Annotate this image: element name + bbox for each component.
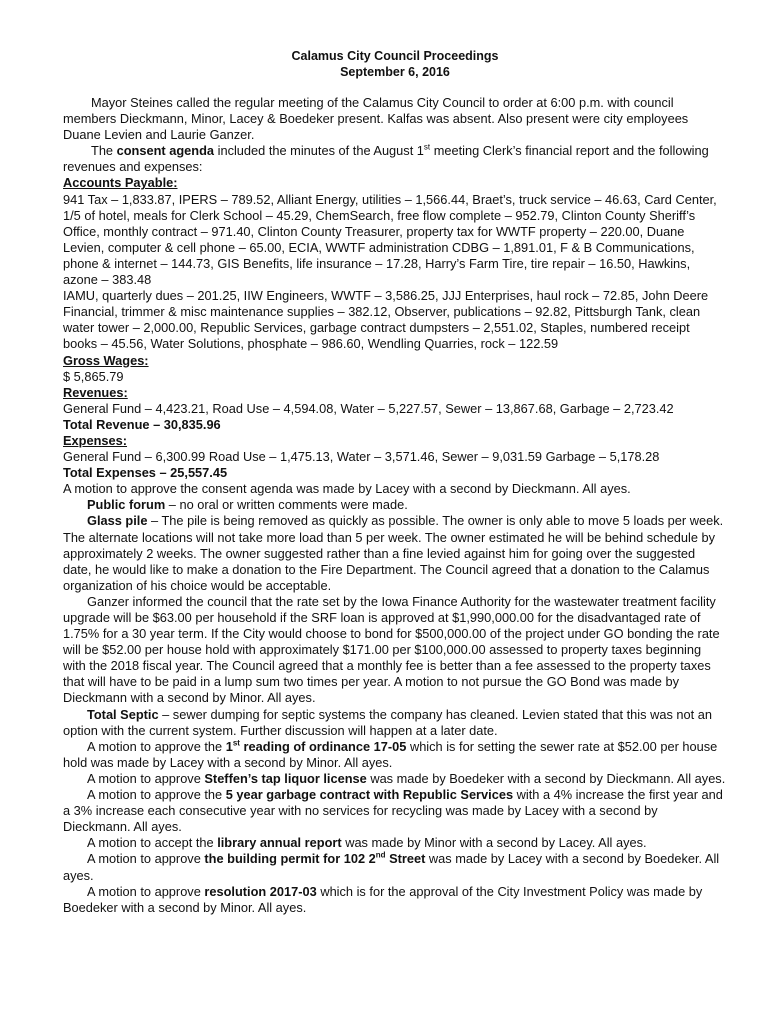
library-lead: A motion to accept the [87,835,218,851]
liquor-lead: A motion to approve [87,770,205,786]
intro-paragraph: Mayor Steines called the regular meeting of the Calamus City Council to order at 6:00 p.m. with council members Dieckmann, Minor, Lacey & Boedeker present. Kalfas was absent. Also present were city employees Duane Levien and Laurie Ganzer. [63,95,689,143]
document-date: September 6, 2016 [340,65,450,79]
ganzer-paragraph: Ganzer informed the council that the rate set by the Iowa Finance Authority for the wastewater treatment facility upgrade will be $63.00 per household if the SRF loan is approved at $1,990,000.00 for the disadvantaged rate of 1.75% for a 30 year term. If the City would choose to bond for $500,000.00 of the project under GO bonding the rate will be $52.00 per house hold with approximately $171.00 per $100,000.00 assessed to property taxes beginning with the 2018 fiscal year. The Council agreed that a monthly fee is better than a fee assessed to the property taxes that will have to be paid in a lump sum two times per year. A motion to not pursue the GO Bond was made by Dieckmann with a second by Minor. All ayes. [63,593,720,706]
consent-end: meeting Clerk’s financial report and the following revenues and expenses: [63,143,709,175]
ordinance-lead: A motion to approve the [87,738,226,754]
ordinance-term-a: 1 [225,738,233,754]
accounts-payable-list-1: 941 Tax – 1,833.87, IPERS – 789.52, Alliant Energy, utilities – 1,566.44, Braet’s, truck service – 46.63, Card Center, 1/5 of hotel, meals for Clerk School – 45.29, ChemSearch, free flow complete – 952.79, Clinton County Sheriff’s Office, monthly contract – 971.40, Clinton County Treasurer, property tax for WWTF property – 220.00, Duane Levien, computer & cell phone – 65.00, ECIA, WWTF administration CDBG – 1,891.01, F & B Communications, phone & internet – 144.73, GIS Benefits, life insurance – 17.28, Harry’s Farm Tire, tire repair – 16.50, Hawkins, azone – 383.48 [63,191,717,288]
total-septic-text: – sewer dumping for septic systems the company has cleaned. Levien stated that this was not an option with the current system. Further discussion will happen at a later date. [63,706,712,738]
glass-pile-term: Glass pile [87,513,148,529]
gross-wages-value: $ 5,865.79 [63,368,124,384]
gross-wages-heading: Gross Wages: [63,352,149,368]
building-term-a: the building permit for 102 2 [204,851,376,867]
document-header [63,48,727,80]
ordinance-superscript: st [232,738,240,748]
liquor-term: Steffen’s tap liquor license [204,770,367,786]
expenses-list: General Fund – 6,300.99 Road Use – 1,475.13, Water – 3,571.46, Sewer – 9,031.59 Garbage – 5,178.28 [63,449,660,465]
liquor-license-paragraph [63,771,727,787]
resolution-lead: A motion to approve [87,883,205,899]
resolution-end: which is for the approval of the City Investment Policy was made by Boedeker with a second by Minor. All ayes. [63,883,703,915]
liquor-end: was made by Boedeker with a second by Dieckmann. All ayes. [366,770,726,786]
public-forum-paragraph [63,497,727,513]
ordinance-end: which is for setting the sewer rate at $52.00 per house hold was made by Lacey with a second by Minor. All ayes. [63,738,718,770]
library-end: was made by Minor with a second by Lacey. All ayes. [341,835,647,851]
total-septic-paragraph [63,707,727,739]
ordinance-paragraph [63,739,727,771]
garbage-term: 5 year garbage contract with Republic Services [225,787,514,803]
garbage-end: with a 4% increase the first year and a 3% increase each consecutive year with no services for recycling was made by Lacey with a second by Dieckmann. All ayes. [63,787,723,835]
garbage-lead: A motion to approve the [87,787,226,803]
consent-agenda-term: consent agenda [116,143,215,159]
building-lead: A motion to approve [87,851,205,867]
document-title: Calamus City Council Proceedings [291,49,499,63]
glass-pile-text: – The pile is being removed as quickly as possible. The owner is only able to move 5 loads per week. The alternate locations will not take more load than 5 per week. The owner estimated he will be behind schedule by approximately 2 weeks. The owner suggested rather than a fine levied against him for going over the suggested date, he would like to make a donation to the Fire Department. The Council agreed that a donation to the Calamus organization of his choice would be acceptable. [63,513,724,593]
ordinance-term-b: reading of ordinance 17-05 [239,738,407,754]
revenues-heading: Revenues: [63,384,128,400]
garbage-contract-paragraph [63,787,727,835]
consent-agenda-paragraph [63,143,727,175]
building-superscript: nd [375,851,386,861]
building-end: was made by Lacey with a second by Boedeker. All ayes. [63,851,720,883]
consent-lead: The [91,143,114,159]
building-term-b: Street [385,851,426,867]
glass-pile-paragraph [63,513,727,593]
expenses-heading: Expenses: [63,432,128,448]
revenues-list: General Fund – 4,423.21, Road Use – 4,594.08, Water – 5,227.57, Sewer – 13,867.68, Garbage – 2,723.42 [63,400,674,416]
total-septic-term: Total Septic [87,706,159,722]
resolution-paragraph [63,884,727,916]
consent-mid: included the minutes of the August 1 [217,143,424,159]
library-term: library annual report [217,835,342,851]
document-body [63,95,727,916]
building-permit-paragraph [63,851,727,883]
consent-motion: A motion to approve the consent agenda was made by Lacey with a second by Dieckmann. All ayes. [63,481,631,497]
accounts-payable-heading: Accounts Payable: [63,175,178,191]
public-forum-text: – no oral or written comments were made. [165,497,408,513]
document-page [63,48,727,916]
public-forum-term: Public forum [87,497,166,513]
consent-superscript: st [423,143,431,153]
accounts-payable-list-2: IAMU, quarterly dues – 201.25, IIW Engineers, WWTF – 3,586.25, JJJ Enterprises, haul rock – 72.85, John Deere Financial, trimmer & misc maintenance supplies – 382.12, Observer, publications – 92.82, Pittsburgh Tank, clean water tower – 2,000.00, Republic Services, garbage contract dumpsters – 2,551.02, Staples, numbered receipt books – 45.56, Water Solutions, phosphate – 986.60, Wendling Quarries, rock – 122.59 [63,288,709,352]
library-report-paragraph [63,835,727,851]
total-expenses: Total Expenses – 25,557.45 [63,465,228,481]
total-revenue: Total Revenue – 30,835.96 [63,416,221,432]
resolution-term: resolution 2017-03 [204,883,317,899]
